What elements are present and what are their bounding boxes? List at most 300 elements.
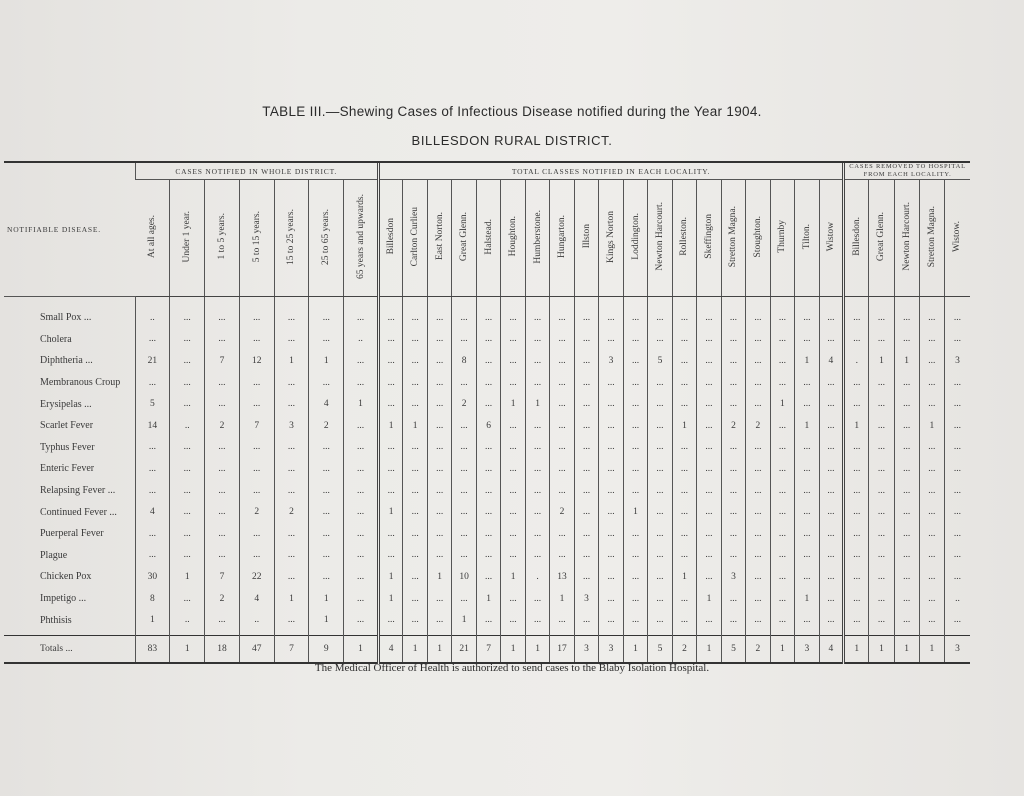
spacer-cell	[525, 297, 549, 308]
case-count-cell: ...	[378, 350, 402, 372]
case-count-cell: ...	[795, 458, 819, 480]
disease-row	[4, 480, 970, 502]
case-count-cell: ...	[599, 458, 623, 480]
case-count-cell: ...	[819, 545, 844, 567]
case-count-cell: ...	[427, 437, 451, 459]
disease-name: Cholera	[40, 333, 72, 345]
case-count-cell: ...	[770, 329, 794, 351]
case-count-cell: ..	[944, 588, 970, 610]
case-count-cell: 3	[721, 566, 745, 588]
spacer-cell	[721, 297, 745, 308]
case-count-cell: 1	[550, 588, 574, 610]
case-count-cell: ...	[697, 437, 721, 459]
case-count-cell: ...	[525, 329, 549, 351]
disease-name: Enteric Fever	[40, 463, 95, 475]
case-count-cell: ...	[403, 458, 427, 480]
case-count-cell: ...	[550, 329, 574, 351]
case-count-cell: ...	[239, 458, 274, 480]
case-count-cell: ...	[135, 372, 170, 394]
case-count-cell: ...	[525, 480, 549, 502]
case-count-cell: ...	[476, 329, 500, 351]
case-count-cell: ...	[452, 415, 476, 437]
case-count-cell: ...	[309, 458, 344, 480]
case-count-cell: ...	[599, 480, 623, 502]
case-count-cell: 1	[501, 566, 525, 588]
spacer-cell	[819, 297, 844, 308]
case-count-cell: 1	[378, 588, 402, 610]
case-count-cell: 18	[205, 635, 240, 663]
case-count-cell: ...	[746, 588, 770, 610]
case-count-cell: ...	[205, 393, 240, 415]
case-count-cell: 4	[239, 588, 274, 610]
case-count-cell: ...	[403, 350, 427, 372]
case-count-cell: ...	[344, 437, 379, 459]
hospital-column-header-label: Wistow.	[952, 221, 963, 252]
case-count-cell: 3	[944, 350, 970, 372]
case-count-cell: ...	[697, 480, 721, 502]
case-count-cell: ...	[648, 415, 672, 437]
case-count-cell: ...	[378, 372, 402, 394]
case-count-cell: ...	[919, 480, 944, 502]
case-count-cell: ...	[623, 350, 647, 372]
case-count-cell: ...	[894, 609, 919, 631]
case-count-cell: 1	[844, 415, 869, 437]
case-count-cell: ...	[501, 437, 525, 459]
case-count-cell: ...	[525, 372, 549, 394]
case-count-cell: ...	[403, 437, 427, 459]
case-count-cell: ...	[819, 372, 844, 394]
case-count-cell: ...	[452, 329, 476, 351]
age-column-header	[239, 180, 274, 297]
case-count-cell: ...	[525, 545, 549, 567]
case-count-cell: 1	[919, 415, 944, 437]
case-count-cell: ...	[501, 415, 525, 437]
case-count-cell: 5	[135, 393, 170, 415]
case-count-cell: ...	[452, 458, 476, 480]
case-count-cell: ..	[239, 609, 274, 631]
case-count-cell: 1	[309, 588, 344, 610]
case-count-cell: ...	[599, 545, 623, 567]
case-count-cell: ...	[205, 501, 240, 523]
disease-row	[4, 609, 970, 631]
case-count-cell: ...	[525, 523, 549, 545]
case-count-cell: ...	[135, 480, 170, 502]
spacer-cell	[403, 297, 427, 308]
hospital-column-header	[944, 180, 970, 297]
case-count-cell: ...	[944, 415, 970, 437]
case-count-cell: ...	[170, 372, 205, 394]
case-count-cell: 1	[672, 415, 696, 437]
case-count-cell: ...	[746, 609, 770, 631]
case-count-cell: ...	[239, 523, 274, 545]
case-count-cell: ...	[919, 545, 944, 567]
case-count-cell: ...	[944, 329, 970, 351]
case-count-cell: ...	[274, 437, 309, 459]
case-count-cell: ...	[205, 523, 240, 545]
spacer-cell	[795, 297, 819, 308]
age-column-header-label: 65 years and upwards.	[355, 194, 366, 279]
case-count-cell: 1	[309, 350, 344, 372]
case-count-cell: ...	[944, 523, 970, 545]
case-count-cell: ...	[894, 415, 919, 437]
case-count-cell: ...	[574, 458, 598, 480]
case-count-cell: ...	[525, 350, 549, 372]
disease-row	[4, 415, 970, 437]
case-count-cell: 1	[795, 588, 819, 610]
case-count-cell: ...	[378, 480, 402, 502]
case-count-cell: ...	[648, 458, 672, 480]
case-count-cell: ...	[795, 307, 819, 329]
case-count-cell: ...	[501, 609, 525, 631]
disease-name: Diphtheria ...	[40, 355, 93, 367]
case-count-cell: ...	[599, 329, 623, 351]
spacer-cell	[672, 297, 696, 308]
case-count-cell: ...	[869, 480, 894, 502]
case-count-cell: ...	[427, 480, 451, 502]
case-count-cell: ...	[170, 545, 205, 567]
case-count-cell: ...	[378, 329, 402, 351]
case-count-cell: ...	[452, 437, 476, 459]
case-count-cell: ...	[550, 350, 574, 372]
case-count-cell: ...	[403, 393, 427, 415]
case-count-cell: ...	[672, 523, 696, 545]
disease-row	[4, 437, 970, 459]
spacer-cell	[4, 297, 135, 308]
case-count-cell: 1	[274, 588, 309, 610]
case-count-cell: ...	[869, 588, 894, 610]
case-count-cell: ...	[309, 372, 344, 394]
case-count-cell: ...	[170, 501, 205, 523]
case-count-cell: ...	[135, 329, 170, 351]
table-body	[4, 297, 970, 663]
case-count-cell: ...	[309, 501, 344, 523]
case-count-cell: ...	[574, 393, 598, 415]
case-count-cell: 4	[135, 501, 170, 523]
case-count-cell: ...	[501, 501, 525, 523]
locality-column-header	[648, 180, 672, 297]
case-count-cell: ...	[623, 588, 647, 610]
case-count-cell: ...	[501, 523, 525, 545]
case-count-cell: ...	[894, 588, 919, 610]
case-count-cell: ...	[344, 458, 379, 480]
case-count-cell: ...	[239, 545, 274, 567]
case-count-cell: ...	[452, 372, 476, 394]
case-count-cell: 1	[427, 566, 451, 588]
case-count-cell: ...	[274, 480, 309, 502]
case-count-cell: ...	[623, 545, 647, 567]
case-count-cell: 7	[239, 415, 274, 437]
locality-column-header-label: Tilton.	[801, 223, 812, 250]
case-count-cell: ...	[427, 458, 451, 480]
case-count-cell: ...	[378, 437, 402, 459]
case-count-cell: ...	[550, 458, 574, 480]
case-count-cell: ...	[672, 350, 696, 372]
case-count-cell: ...	[721, 372, 745, 394]
spacer-cell	[697, 297, 721, 308]
case-count-cell: ...	[427, 609, 451, 631]
disease-name: Erysipelas ...	[40, 398, 92, 410]
case-count-cell: ...	[599, 609, 623, 631]
case-count-cell: ...	[274, 609, 309, 631]
case-count-cell: ...	[795, 609, 819, 631]
disease-row	[4, 350, 970, 372]
case-count-cell: ...	[623, 609, 647, 631]
case-count-cell: ...	[274, 458, 309, 480]
case-count-cell: ...	[239, 437, 274, 459]
case-count-cell: ...	[623, 437, 647, 459]
disease-row	[4, 501, 970, 523]
case-count-cell: ...	[894, 501, 919, 523]
case-count-cell: ...	[427, 329, 451, 351]
case-count-cell: ...	[599, 372, 623, 394]
case-count-cell: ...	[599, 523, 623, 545]
case-count-cell: ...	[672, 609, 696, 631]
case-count-cell: 2	[672, 635, 696, 663]
case-count-cell: ...	[452, 588, 476, 610]
case-count-cell: ...	[239, 480, 274, 502]
spacer-cell	[844, 297, 869, 308]
case-count-cell: ...	[672, 393, 696, 415]
case-count-cell: ...	[819, 588, 844, 610]
case-count-cell: ...	[648, 501, 672, 523]
case-count-cell: ...	[525, 307, 549, 329]
case-count-cell: ...	[599, 501, 623, 523]
case-count-cell: 7	[205, 566, 240, 588]
case-count-cell: ...	[309, 437, 344, 459]
case-count-cell: ...	[274, 545, 309, 567]
case-count-cell: ...	[746, 545, 770, 567]
case-count-cell: 1	[403, 635, 427, 663]
case-count-cell: 3	[574, 588, 598, 610]
case-count-cell: ...	[476, 545, 500, 567]
case-count-cell: ...	[476, 458, 500, 480]
case-count-cell: ...	[869, 501, 894, 523]
case-count-cell: 1	[403, 415, 427, 437]
case-count-cell: ...	[795, 501, 819, 523]
case-count-cell: ...	[770, 566, 794, 588]
case-count-cell: 47	[239, 635, 274, 663]
case-count-cell: ...	[309, 566, 344, 588]
locality-column-header	[795, 180, 819, 297]
case-count-cell: ...	[135, 545, 170, 567]
case-count-cell: ...	[721, 393, 745, 415]
case-count-cell: ...	[844, 523, 869, 545]
case-count-cell: 22	[239, 566, 274, 588]
case-count-cell: ...	[574, 501, 598, 523]
case-count-cell: ...	[819, 393, 844, 415]
case-count-cell: ...	[721, 545, 745, 567]
case-count-cell: ...	[919, 307, 944, 329]
case-count-cell: ...	[746, 437, 770, 459]
case-count-cell: ...	[746, 329, 770, 351]
disease-column-header: NOTIFIABLE DISEASE.	[4, 163, 135, 297]
case-count-cell: 2	[721, 415, 745, 437]
case-count-cell: ...	[869, 458, 894, 480]
locality-column-header	[623, 180, 647, 297]
case-count-cell: ...	[894, 372, 919, 394]
table-subtitle: BILLESDON RURAL DISTRICT.	[411, 133, 613, 148]
spacer-cell	[427, 297, 451, 308]
case-count-cell: ...	[648, 437, 672, 459]
case-count-cell: ...	[403, 329, 427, 351]
hospital-group-header: CASES REMOVED TO HOSPITAL FROM EACH LOCALITY.	[844, 163, 970, 180]
hospital-column-header	[869, 180, 894, 297]
locality-column-header-label: Thurnby	[777, 220, 788, 253]
case-count-cell: ...	[795, 545, 819, 567]
locality-column-header	[721, 180, 745, 297]
case-count-cell: ...	[770, 372, 794, 394]
case-count-cell: 1	[697, 588, 721, 610]
case-count-cell: ...	[452, 523, 476, 545]
case-count-cell: ...	[452, 480, 476, 502]
case-count-cell: ...	[844, 501, 869, 523]
case-count-cell: ...	[403, 545, 427, 567]
locality-column-header	[672, 180, 696, 297]
case-count-cell: ...	[170, 393, 205, 415]
case-count-cell: ...	[378, 458, 402, 480]
locality-column-header	[452, 180, 476, 297]
locality-column-header	[525, 180, 549, 297]
case-count-cell: ...	[844, 329, 869, 351]
case-count-cell: ...	[944, 307, 970, 329]
case-count-cell: ..	[170, 609, 205, 631]
case-count-cell: 2	[239, 501, 274, 523]
case-count-cell: ...	[274, 566, 309, 588]
spacer-cell	[170, 297, 205, 308]
age-column-header	[205, 180, 240, 297]
case-count-cell: ...	[403, 501, 427, 523]
case-count-cell: ...	[844, 480, 869, 502]
case-count-cell: 1	[274, 350, 309, 372]
locality-column-header	[770, 180, 794, 297]
age-column-header-label: 5 to 15 years.	[251, 210, 262, 263]
table-title: TABLE III.—Shewing Cases of Infectious Disease notified during the Year 1904.	[262, 104, 762, 119]
case-count-cell: ...	[721, 437, 745, 459]
case-count-cell: ...	[427, 501, 451, 523]
case-count-cell: ...	[944, 566, 970, 588]
case-count-cell: 2	[550, 501, 574, 523]
case-count-cell: 1	[501, 635, 525, 663]
case-count-cell: ...	[476, 501, 500, 523]
case-count-cell: ...	[721, 458, 745, 480]
case-count-cell: ...	[919, 393, 944, 415]
case-count-cell: ...	[476, 350, 500, 372]
spacer-cell	[309, 297, 344, 308]
group-header-row	[4, 163, 970, 180]
case-count-cell: 1	[378, 501, 402, 523]
case-count-cell: ...	[135, 458, 170, 480]
case-count-cell: ...	[274, 329, 309, 351]
case-count-cell: 1	[501, 393, 525, 415]
locality-column-header-label: Hungarton.	[557, 214, 568, 258]
case-count-cell: 7	[274, 635, 309, 663]
locality-column-header-label: Skeffington	[703, 214, 714, 259]
case-count-cell: ...	[919, 588, 944, 610]
case-count-cell: ...	[452, 545, 476, 567]
case-count-cell: ...	[403, 523, 427, 545]
case-count-cell: ...	[170, 437, 205, 459]
case-count-cell: ...	[501, 307, 525, 329]
case-count-cell: 1	[697, 635, 721, 663]
case-count-cell: ...	[501, 545, 525, 567]
case-count-cell: ...	[599, 437, 623, 459]
case-count-cell: ...	[378, 545, 402, 567]
disease-name: Puerperal Fever	[40, 528, 104, 540]
locality-group-header: TOTAL CLASSES NOTIFIED IN EACH LOCALITY.	[378, 163, 843, 180]
case-count-cell: ...	[919, 437, 944, 459]
hospital-column-header-label: Billesdon.	[851, 217, 862, 256]
disease-name: Totals ...	[4, 635, 135, 663]
case-count-cell: ...	[894, 393, 919, 415]
case-count-cell: 3	[944, 635, 970, 663]
case-count-cell: ...	[819, 437, 844, 459]
age-column-header	[135, 180, 170, 297]
case-count-cell: ...	[721, 350, 745, 372]
case-count-cell: 1	[770, 635, 794, 663]
case-count-cell: ...	[770, 480, 794, 502]
case-count-cell: ...	[648, 480, 672, 502]
case-count-cell: ...	[770, 588, 794, 610]
case-count-cell: ...	[697, 372, 721, 394]
case-count-cell: ...	[550, 480, 574, 502]
disease-row	[4, 329, 970, 351]
case-count-cell: ...	[770, 501, 794, 523]
age-column-header-label: 1 to 5 years.	[216, 213, 227, 260]
disease-row	[4, 523, 970, 545]
case-count-cell: ...	[697, 329, 721, 351]
case-count-cell: ...	[746, 307, 770, 329]
case-count-cell: ...	[574, 372, 598, 394]
case-count-cell: ...	[697, 523, 721, 545]
case-count-cell: ...	[721, 609, 745, 631]
case-count-cell: ...	[919, 329, 944, 351]
case-count-cell: ...	[574, 415, 598, 437]
case-count-cell: ...	[697, 566, 721, 588]
case-count-cell: ...	[427, 307, 451, 329]
locality-column-header	[574, 180, 598, 297]
locality-column-header	[746, 180, 770, 297]
case-count-cell: ...	[309, 480, 344, 502]
case-count-cell: ...	[525, 415, 549, 437]
case-count-cell: ...	[476, 480, 500, 502]
case-count-cell: ...	[599, 566, 623, 588]
disease-name: Continued Fever ...	[40, 506, 117, 518]
case-count-cell: ...	[344, 350, 379, 372]
case-count-cell: 1	[623, 501, 647, 523]
case-count-cell: ...	[525, 437, 549, 459]
case-count-cell: 1	[170, 566, 205, 588]
case-count-cell: 1	[452, 609, 476, 631]
case-count-cell: ...	[309, 545, 344, 567]
case-count-cell: ...	[844, 609, 869, 631]
case-count-cell: ...	[697, 458, 721, 480]
spacer-cell	[239, 297, 274, 308]
case-count-cell: ...	[844, 393, 869, 415]
case-count-cell: ...	[599, 307, 623, 329]
case-count-cell: ...	[378, 523, 402, 545]
spacer-cell	[501, 297, 525, 308]
case-count-cell: ...	[770, 415, 794, 437]
case-count-cell: ...	[697, 415, 721, 437]
case-count-cell: ...	[919, 609, 944, 631]
case-count-cell: 21	[452, 635, 476, 663]
case-count-cell: ...	[746, 372, 770, 394]
case-count-cell: 7	[205, 350, 240, 372]
case-count-cell: ...	[746, 501, 770, 523]
case-count-cell: 4	[309, 393, 344, 415]
case-count-cell: 1	[623, 635, 647, 663]
case-count-cell: ...	[746, 350, 770, 372]
